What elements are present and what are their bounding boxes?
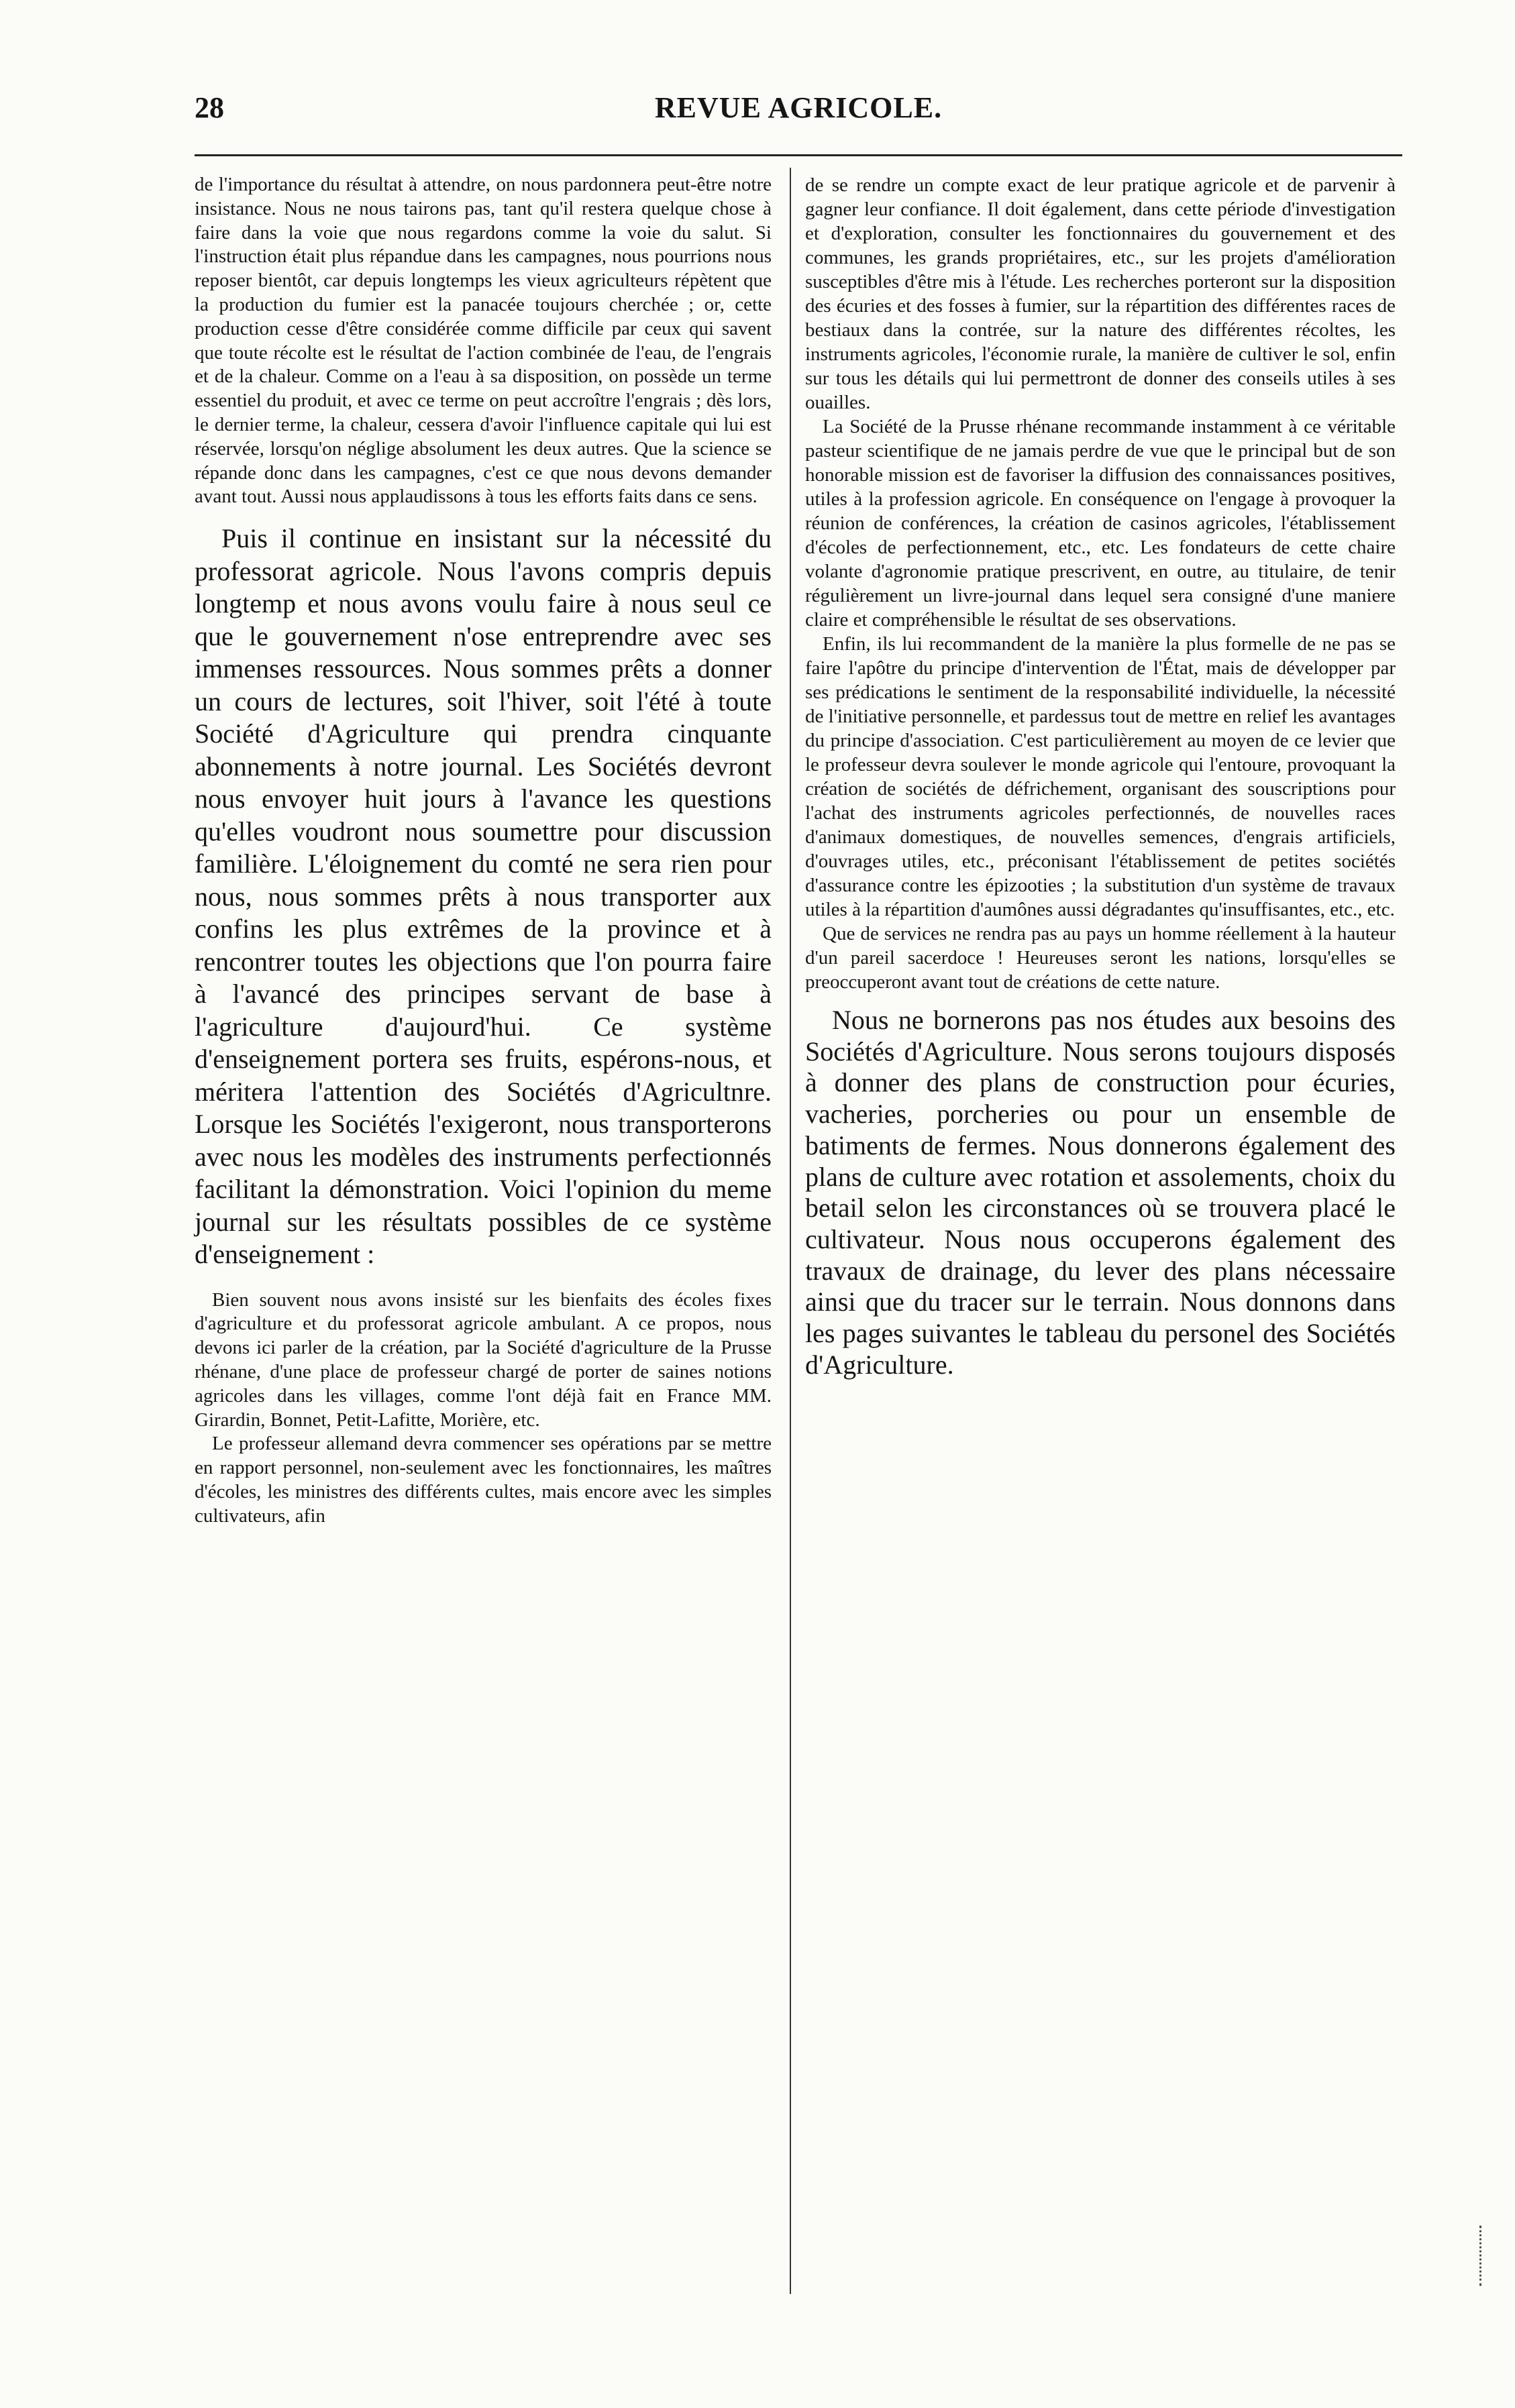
body-paragraph: Nous ne bornerons pas nos études aux besoins des Sociétés d'Agriculture. Nous serons toujours disposés à donner des plans de construction pour écuries, vacheries, porcheries ou pour un ensemble de batiments de fermes. Nous donnerons également des plans de culture avec rotation et assolements, choix du betail selon les circonstances où se trouvera placé le cultivateur. Nous nous occuperons également des travaux de drainage, du lever des plans nécessaire ainsi que du tracer sur le terrain. Nous donnons dans les pages suivantes le tableau du personel des Sociétés d'Agriculture. <box>805 1005 1396 1380</box>
header-rule <box>195 154 1402 156</box>
left-column <box>195 173 772 1529</box>
quoted-paragraph: La Société de la Prusse rhénane recommande instamment à ce véritable pasteur scientifique de ne jamais perdre de vue que le principal but de son honorable mission est de favoriser la diffusion des connaissances positives, utiles à la profession agricole. En conséquence on l'engage à provoquer la réunion de conférences, la création de casinos agricoles, l'établissement d'écoles de perfectionnement, etc., etc. Les fondateurs de cette chaire volante d'agronomie pratique prescrivent, en outre, au titulaire, de tenir régulièrement un livre-journal dans lequel sera consigné d'une maniere claire et compréhensible le résultat de ses observations. <box>805 416 1396 631</box>
quoted-paragraph: Enfin, ils lui recommandent de la manière la plus formelle de ne pas se faire l'apôtre du principe d'intervention de l'État, mais de développer par ses prédications le sentiment de la responsabilité individuelle, la nécessité de l'initiative personnelle, et pardessus tout de mettre en relief les avantages du principe d'association. C'est particulièrement au moyen de ce levier que le professeur devra soulever le monde agricole qui l'entoure, provoquant la création de sociétés de défrichement, organisant des souscriptions pour l'achat des instruments agricoles perfectionnés, de nouvelles races d'animaux domestiques, de nouvelles semences, d'engrais artificiels, d'ouvrages utiles, etc., préconisant l'établissement de petites sociétés d'assurance contre les épizooties ; la substitution d'un système de travaux utiles à la répartition d'aumônes aussi dégradantes qu'insuffisantes, etc., etc. <box>805 633 1396 920</box>
page-number: 28 <box>195 91 224 124</box>
quoted-paragraph: de l'importance du résultat à attendre, on nous pardonnera peut-être notre insistance. Nous ne nous tairons pas, tant qu'il restera quelque chose à faire dans la voie que nous regardons comme la voie du salut. Si l'instruction était plus répandue dans les campagnes, nous pourrions nous reposer bientôt, car depuis longtemps les vieux agriculteurs répètent que la production du fumier est la panacée toujours cherchée ; or, cette production cesse d'être considérée comme difficile par ceux qui savent que toute récolte est le résultat de l'action combinée de l'eau, de l'engrais et de la chaleur. Comme on a l'eau à sa disposition, on possède un terme essentiel du produit, et avec ce terme on peut accroître l'engrais ; dès lors, le dernier terme, la chaleur, cessera d'avoir l'influence capitale qui lui est réservée, lorsqu'on néglige absolument les deux autres. Que la science se répande donc dans les campagnes, c'est ce que nous devons demander avant tout. Aussi nous applaudissons à tous les efforts faits dans ce sens. <box>195 174 772 508</box>
margin-marks <box>1479 2226 1485 2286</box>
quoted-paragraph: Bien souvent nous avons insisté sur les bienfaits des écoles fixes d'agriculture et du professorat agricole ambulant. A ce propos, nous devons ici parler de la création, par la Société d'agriculture de la Prusse rhénane, d'une place de professeur chargé de porter de saines notions agricoles dans les villages, comme l'ont déjà fait en France MM. Girardin, Bonnet, Petit-Lafitte, Morière, etc. <box>195 1289 772 1431</box>
quoted-paragraph: de se rendre un compte exact de leur pratique agricole et de parvenir à gagner leur confiance. Il doit également, dans cette période d'investigation et d'exploration, consulter les fonctionnaires du gouvernement et des communes, les grands propriétaires, etc., sur les projets d'amélioration susceptibles d'être mis à l'étude. Les recherches porteront sur la disposition des écuries et des fosses à fumier, sur la répartition des différentes races de bestiaux dans la contrée, sur la nature des différentes récoltes, les instruments agricoles, l'économie rurale, la manière de cultiver le sol, enfin sur tous les détails qui lui permettront de donner des conseils utiles à ses ouailles. <box>805 174 1396 413</box>
body-paragraph: Puis il continue en insistant sur la nécessité du professorat agricole. Nous l'avons compris depuis longtemp et nous avons voulu faire à nous seul ce que le gouvernement n'ose entreprendre avec ses immenses ressources. Nous sommes prêts a donner un cours de lectures, soit l'hiver, soit l'été à toute Société d'Agriculture qui prendra cinquante abonnements à notre journal. Les Sociétés devront nous envoyer huit jours à l'avance les questions qu'elles voudront nous soumettre pour discussion familière. L'éloignement du comté ne sera rien pour nous, nous sommes prêts à nous transporter aux confins les plus extrêmes de la province et à rencontrer toutes les objections que l'on pourra faire à l'avancé des principes servant de base à l'agriculture d'aujourd'hui. Ce système d'enseignement portera ses fruits, espérons-nous, et méritera l'attention des Sociétés d'Agricultnre. Lorsque les Sociétés l'exigeront, nous transporterons avec nous les modèles des instruments perfectionnés facilitant la démonstration. Voici l'opinion du meme journal sur les résultats possibles de ce système d'enseignement : <box>195 523 772 1270</box>
right-column <box>805 173 1396 1380</box>
quoted-paragraph: Le professeur allemand devra commencer ses opérations par se mettre en rapport personnel, non-seulement avec les fonctionnaires, les maîtres d'écoles, les ministres des différents cultes, mais encore avec les simples cultivateurs, afin <box>195 1433 772 1527</box>
quoted-paragraph: Que de services ne rendra pas au pays un homme réellement à la hauteur d'un pareil sacerdoce ! Heureuses seront les nations, lorsqu'elles se preoccuperont avant tout de créations de cette nature. <box>805 923 1396 993</box>
running-title: REVUE AGRICOLE. <box>654 91 943 124</box>
column-divider <box>790 168 791 2294</box>
page-header <box>195 91 1402 144</box>
